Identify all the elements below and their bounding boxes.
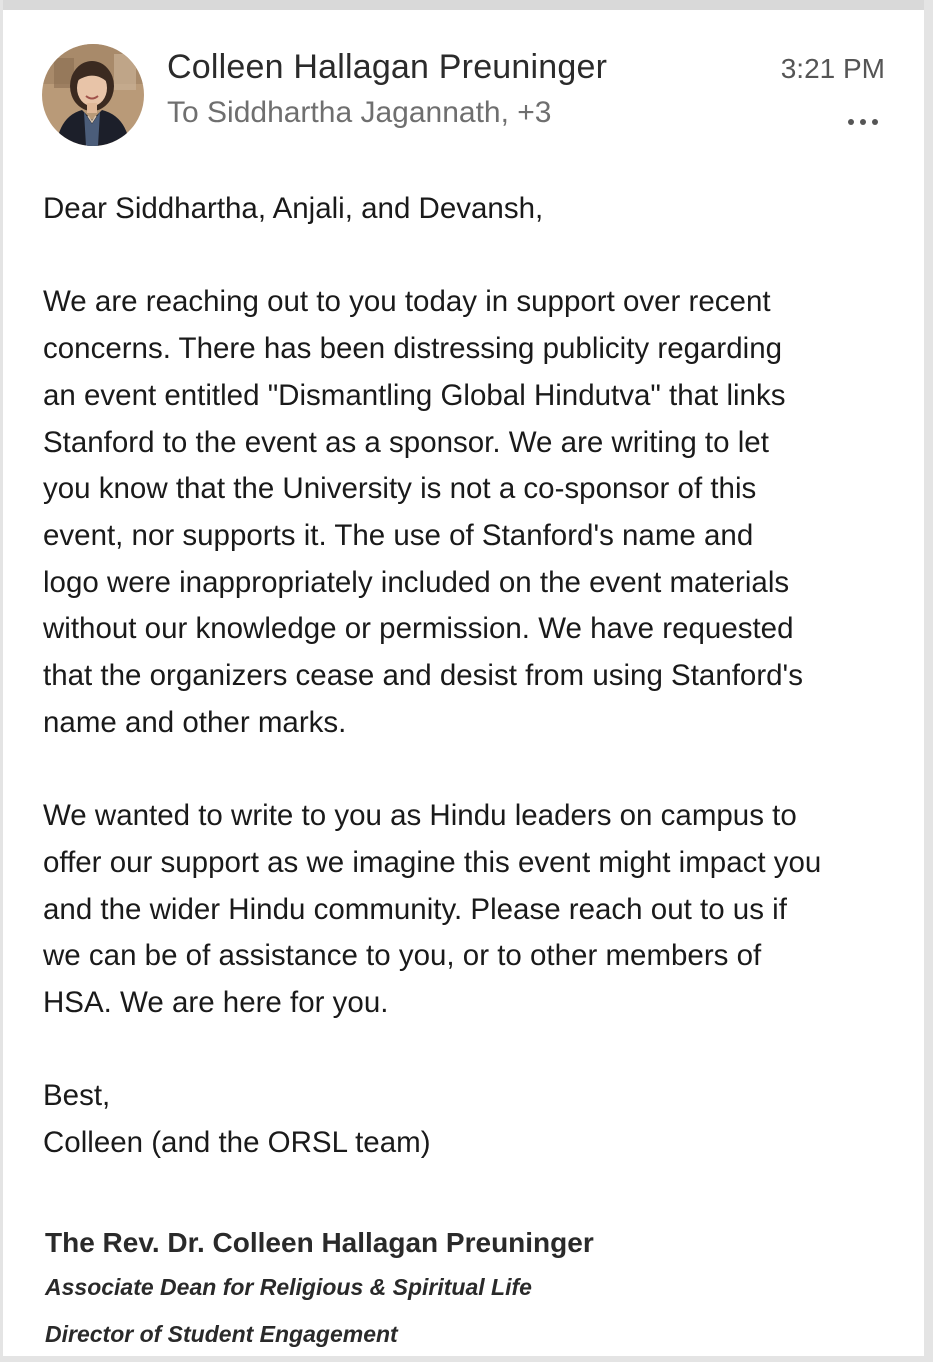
signature-title-2: Director of Student Engagement xyxy=(45,1321,398,1347)
window-top-edge xyxy=(0,0,933,10)
ellipsis-icon[interactable] xyxy=(845,114,881,130)
sender-name[interactable]: Colleen Hallagan Preuninger xyxy=(167,48,608,86)
email-message xyxy=(3,10,924,1356)
body-paragraph-2: We wanted to write to you as Hindu leaders on campus to offer our support as we imagine this event might impact you and the wider Hindu community. Please reach out to us if we can be of assistance to you, or to other members of HSA. We are here for you. xyxy=(43,799,822,1019)
greeting: Dear Siddhartha, Anjali, and Devansh, xyxy=(43,192,544,225)
message-body xyxy=(43,186,903,1167)
window-right-edge xyxy=(924,0,933,1362)
message-time: 3:21 PM xyxy=(780,53,885,84)
closing: Best, xyxy=(43,1079,111,1113)
closing-name: Colleen (and the ORSL team) xyxy=(43,1126,431,1160)
email-signature xyxy=(45,1222,905,1358)
signature-name: The Rev. Dr. Colleen Hallagan Preuninger xyxy=(45,1227,594,1258)
recipients-line[interactable]: To Siddhartha Jagannath, +3 xyxy=(167,96,552,129)
sender-avatar[interactable] xyxy=(42,44,144,146)
profile-photo-icon xyxy=(42,44,144,146)
signature-title-1: Associate Dean for Religious & Spiritual Life xyxy=(45,1274,532,1300)
body-paragraph-1: We are reaching out to you today in support over recent concerns. There has been distressing publicity regarding an event entitled "Dismantling Global Hindutva" that links Stanford to the event as a sponsor. We are writing to let you know that the University is not a co-sponsor of this event, nor supports it. The use of Stanford's name and logo were inappropriately included on the event materials without our knowledge or permission. We have requested that the organizers cease and desist from using Stanford's name and other marks. xyxy=(43,285,803,739)
